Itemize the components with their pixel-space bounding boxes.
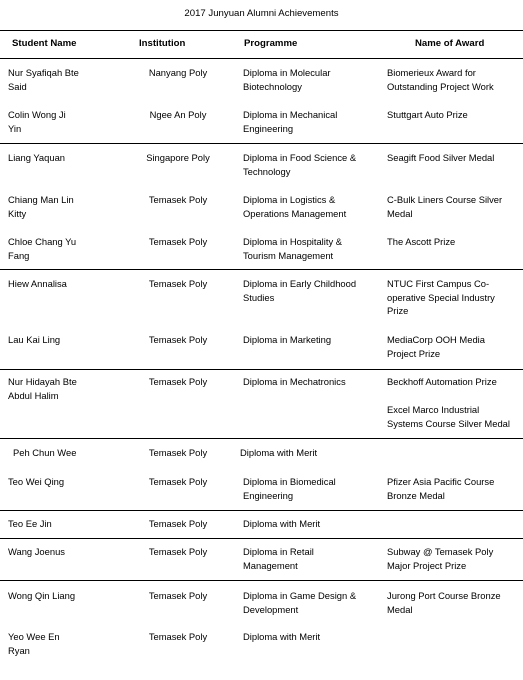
programme-cell-line: Diploma in Mechatronics <box>243 376 346 387</box>
programme-cell <box>243 193 346 220</box>
institution-cell: Temasek Poly <box>148 278 208 289</box>
programme-cell-line: Diploma with Merit <box>240 447 318 458</box>
student-name-cell-line: Peh Chun Wee <box>13 447 77 458</box>
award-cell <box>387 403 510 430</box>
award-cell <box>387 193 502 220</box>
student-name-cell-line: Colin Wong Ji <box>8 109 66 120</box>
award-cell <box>387 108 468 122</box>
student-name-cell <box>8 193 74 220</box>
student-name-cell-line: Said <box>8 80 27 92</box>
award-cell <box>387 589 501 616</box>
institution-cell: Temasek Poly <box>148 236 208 247</box>
header-award: Name of Award <box>415 38 485 49</box>
student-name-cell-line: Chiang Man Lin <box>8 194 74 205</box>
student-name-cell-line: Teo Wei Qing <box>8 476 65 487</box>
student-name-cell <box>8 66 79 93</box>
programme-cell-line: Operations Management <box>243 207 347 219</box>
award-cell-line: Beckhoff Automation Prize <box>387 376 497 387</box>
row-divider <box>0 143 523 144</box>
institution-cell: Temasek Poly <box>148 334 208 345</box>
institution-cell: Temasek Poly <box>148 476 208 487</box>
award-cell-line: Medal <box>387 207 413 219</box>
student-name-cell <box>8 235 76 262</box>
award-cell-line: Biomerieux Award for <box>387 67 476 78</box>
student-name-cell <box>8 108 66 135</box>
header-programme: Programme <box>244 38 298 49</box>
row-divider <box>0 438 523 439</box>
award-cell-line: C-Bulk Liners Course Silver <box>387 194 503 205</box>
header-student-name: Student Name <box>12 38 77 49</box>
award-cell-line: operative Special Industry <box>387 291 495 303</box>
table-header <box>0 32 523 58</box>
programme-cell-line: Diploma in Game Design & <box>243 590 357 601</box>
student-name-cell-line: Hiew Annalisa <box>8 278 67 289</box>
programme-cell-line: Technology <box>243 165 291 177</box>
award-cell <box>387 475 494 502</box>
programme-cell-line: Diploma in Logistics & <box>243 194 336 205</box>
award-cell-line: Prize <box>387 305 409 316</box>
institution-cell: Temasek Poly <box>148 376 208 387</box>
award-cell-line: Stuttgart Auto Prize <box>387 109 468 120</box>
award-cell-line: Medal <box>387 603 413 615</box>
award-cell <box>387 545 493 572</box>
programme-cell <box>243 235 342 262</box>
student-name-cell <box>8 545 65 559</box>
programme-cell <box>243 375 346 389</box>
programme-cell-line: Diploma in Molecular <box>243 67 331 78</box>
programme-cell <box>243 630 320 644</box>
student-name-cell-line: Abdul Halim <box>8 389 59 401</box>
student-name-cell <box>8 375 77 402</box>
programme-cell-line: Diploma in Marketing <box>243 334 332 345</box>
student-name-cell-line: Nur Syafiqah Bte <box>8 67 79 78</box>
student-name-cell-line: Kitty <box>8 207 27 219</box>
header-institution: Institution <box>139 38 186 49</box>
programme-cell-line: Diploma with Merit <box>243 518 321 529</box>
programme-cell <box>243 475 336 502</box>
award-cell <box>387 277 495 318</box>
programme-cell <box>243 151 356 178</box>
programme-cell-line: Biotechnology <box>243 80 302 92</box>
programme-cell-line: Diploma in Hospitality & <box>243 236 342 247</box>
student-name-cell-line: Nur Hidayah Bte <box>8 376 77 387</box>
programme-cell-line: Engineering <box>243 122 294 134</box>
programme-cell-line: Diploma in Retail <box>243 546 314 557</box>
student-name-cell-line: Ryan <box>8 644 30 656</box>
programme-cell-line: Management <box>243 559 298 571</box>
award-cell <box>387 151 494 165</box>
programme-cell <box>243 66 331 93</box>
programme-cell-line: Diploma in Mechanical <box>243 109 338 120</box>
award-cell <box>387 333 485 360</box>
row-divider <box>0 510 523 511</box>
header-top-rule <box>0 30 523 31</box>
student-name-cell <box>13 446 76 460</box>
award-cell <box>387 375 497 389</box>
student-name-cell <box>8 151 65 165</box>
award-cell-line: Seagift Food Silver Medal <box>387 152 495 163</box>
row-divider <box>0 538 523 539</box>
award-cell-line: Outstanding Project Work <box>387 80 494 92</box>
institution-cell: Temasek Poly <box>148 518 208 529</box>
student-name-cell-line: Yin <box>8 122 22 134</box>
programme-cell <box>243 108 337 135</box>
programme-cell-line: Diploma with Merit <box>243 631 321 642</box>
award-cell-line: Subway @ Temasek Poly <box>387 546 494 557</box>
award-cell-line: Pfizer Asia Pacific Course <box>387 476 495 487</box>
student-name-cell-line: Fang <box>8 249 30 261</box>
programme-cell-line: Diploma in Biomedical <box>243 476 336 487</box>
student-name-cell <box>8 589 75 603</box>
student-name-cell-line: Lau Kai Ling <box>8 334 61 345</box>
award-cell-line: NTUC First Campus Co- <box>387 278 490 289</box>
student-name-cell <box>8 517 52 531</box>
student-name-cell <box>8 333 60 347</box>
award-cell-line: MediaCorp OOH Media <box>387 334 485 345</box>
programme-cell-line: Tourism Management <box>243 249 334 261</box>
award-cell-line: The Ascott Prize <box>387 236 456 247</box>
programme-cell <box>243 517 320 531</box>
award-cell-line: Systems Course Silver Medal <box>387 417 510 429</box>
award-cell <box>387 66 494 93</box>
award-cell-line: Project Prize <box>387 347 441 359</box>
header-bottom-rule <box>0 58 523 59</box>
student-name-cell-line: Yeo Wee En <box>8 631 60 642</box>
row-divider <box>0 269 523 270</box>
programme-cell-line: Engineering <box>243 489 294 501</box>
programme-cell <box>243 333 331 347</box>
institution-cell: Nanyang Poly <box>148 67 208 78</box>
student-name-cell-line: Chloe Chang Yu <box>8 236 77 247</box>
student-name-cell-line: Wong Qin Liang <box>8 590 76 601</box>
programme-cell <box>243 277 356 304</box>
award-cell-line: Jurong Port Course Bronze <box>387 590 501 601</box>
programme-cell-line: Diploma in Early Childhood <box>243 278 357 289</box>
student-name-cell-line: Teo Ee Jin <box>8 518 52 529</box>
programme-cell <box>243 545 314 572</box>
student-name-cell <box>8 475 64 489</box>
row-divider <box>0 580 523 581</box>
student-name-cell-line: Wang Joenus <box>8 546 65 557</box>
programme-cell-line: Development <box>243 603 299 615</box>
award-cell-line: Major Project Prize <box>387 559 467 571</box>
award-cell-line: Bronze Medal <box>387 489 445 501</box>
student-name-cell <box>8 630 60 657</box>
programme-cell <box>243 589 356 616</box>
programme-cell-line: Studies <box>243 291 275 303</box>
institution-cell: Singapore Poly <box>146 152 210 163</box>
student-name-cell <box>8 277 67 291</box>
programme-cell <box>240 446 317 460</box>
institution-cell: Temasek Poly <box>148 546 208 557</box>
award-cell <box>387 235 455 249</box>
institution-cell: Temasek Poly <box>148 590 208 601</box>
student-name-cell-line: Liang Yaquan <box>8 152 65 163</box>
programme-cell-line: Diploma in Food Science & <box>243 152 357 163</box>
institution-cell: Temasek Poly <box>148 447 208 458</box>
award-cell-line: Excel Marco Industrial <box>387 404 480 415</box>
document-title: 2017 Junyuan Alumni Achievements <box>184 8 339 19</box>
institution-cell: Temasek Poly <box>148 631 208 642</box>
institution-cell: Ngee An Poly <box>149 109 207 120</box>
row-divider <box>0 369 523 370</box>
institution-cell: Temasek Poly <box>148 194 208 205</box>
